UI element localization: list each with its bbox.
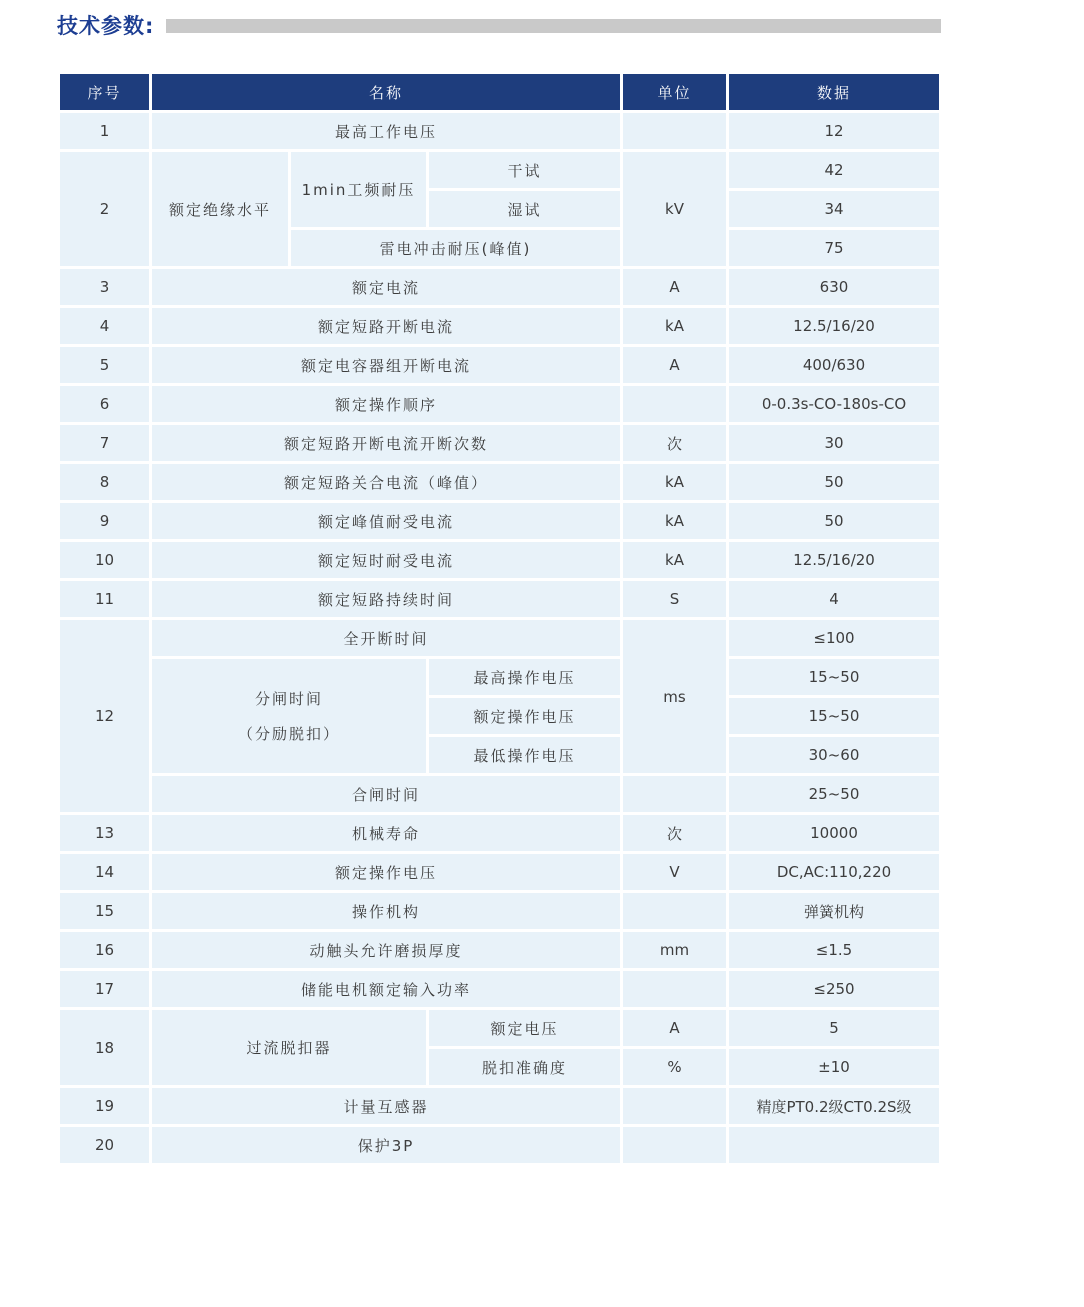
header-cell-data: 数据 (729, 74, 939, 110)
row-15-no-cell: 15 (60, 893, 149, 929)
row-8-name-cell: 额定短路关合电流（峰值） (152, 464, 620, 500)
row-2-right-area (291, 152, 620, 266)
row-18-unit-1-cell: % (623, 1049, 726, 1085)
row-4-unit-cell: kA (623, 308, 726, 344)
row-18-sub-1-cell: 脱扣准确度 (429, 1049, 620, 1085)
row-4-no-cell: 4 (60, 308, 149, 344)
row-16-data-cell: ≤1.5 (729, 932, 939, 968)
row-6-data-cell: 0-0.3s-CO-180s-CO (729, 386, 939, 422)
row-4-data-cell: 12.5/16/20 (729, 308, 939, 344)
row-7-unit-cell: 次 (623, 425, 726, 461)
row-8-no-cell: 8 (60, 464, 149, 500)
row-2-data-stack (729, 152, 939, 266)
row-12-closing-cell: 合闸时间 (152, 776, 620, 812)
row-3-no-cell: 3 (60, 269, 149, 305)
row-18-name-area (152, 1010, 620, 1085)
table-row-10 (60, 542, 939, 578)
row-1-data-cell: 12 (729, 113, 939, 149)
table-row-3 (60, 269, 939, 305)
row-8-data-cell: 50 (729, 464, 939, 500)
row-12-name-area (152, 620, 620, 812)
row-7-name-cell: 额定短路开断电流开断次数 (152, 425, 620, 461)
page-title: 技术参数: (57, 14, 155, 38)
spec-table-body (60, 113, 939, 1163)
row-11-no-cell: 11 (60, 581, 149, 617)
row-16-name-cell: 动触头允许磨损厚度 (152, 932, 620, 968)
header-cell-name: 名称 (152, 74, 620, 110)
row-2-wet-cell: 湿试 (429, 191, 620, 227)
row-1-unit-cell (623, 113, 726, 149)
row-13-name-cell: 机械寿命 (152, 815, 620, 851)
row-12-data-2-cell: 15~50 (729, 698, 939, 734)
row-10-data-cell: 12.5/16/20 (729, 542, 939, 578)
row-12-opening-time-cell (152, 659, 426, 773)
row-12-data-stack (729, 620, 939, 812)
row-14-name-cell: 额定操作电压 (152, 854, 620, 890)
row-12-sub-2-cell: 最低操作电压 (429, 737, 620, 773)
row-12-no-cell: 12 (60, 620, 149, 812)
row-17-no-cell: 17 (60, 971, 149, 1007)
table-row-19 (60, 1088, 939, 1124)
row-6-unit-cell (623, 386, 726, 422)
row-2-dry-wet-stack (429, 152, 620, 227)
row-8-unit-cell: kA (623, 464, 726, 500)
table-row-7 (60, 425, 939, 461)
row-12-data-0-cell: ≤100 (729, 620, 939, 656)
row-19-data-cell: 精度PT0.2级CT0.2S级 (729, 1088, 939, 1124)
row-4-name-cell: 额定短路开断电流 (152, 308, 620, 344)
row-12-sub-0-cell: 最高操作电压 (429, 659, 620, 695)
header-cell-no: 序号 (60, 74, 149, 110)
row-14-unit-cell: V (623, 854, 726, 890)
row-3-unit-cell: A (623, 269, 726, 305)
row-18-sub-stack (429, 1010, 620, 1085)
row-11-data-cell: 4 (729, 581, 939, 617)
row-11-unit-cell: S (623, 581, 726, 617)
row-2-left-cell: 额定绝缘水平 (152, 152, 288, 266)
row-20-no-cell: 20 (60, 1127, 149, 1163)
header-cell-unit: 单位 (623, 74, 726, 110)
row-12-full-open-cell: 全开断时间 (152, 620, 620, 656)
row-18-no-cell: 18 (60, 1010, 149, 1085)
row-2-name-area (152, 152, 620, 266)
table-row-17 (60, 971, 939, 1007)
row-12-opening-line2: （分励脱扣） (237, 725, 340, 743)
table-row-12 (60, 620, 939, 812)
row-9-no-cell: 9 (60, 503, 149, 539)
row-18-data-stack (729, 1010, 939, 1085)
row-19-name-cell: 计量互感器 (152, 1088, 620, 1124)
row-10-name-cell: 额定短时耐受电流 (152, 542, 620, 578)
row-18-data-0-cell: 5 (729, 1010, 939, 1046)
row-20-name-cell: 保护3P (152, 1127, 620, 1163)
row-2-freq-block (291, 152, 620, 227)
row-12-sub-1-cell: 额定操作电压 (429, 698, 620, 734)
row-5-no-cell: 5 (60, 347, 149, 383)
row-17-data-cell: ≤250 (729, 971, 939, 1007)
table-row-11 (60, 581, 939, 617)
row-13-no-cell: 13 (60, 815, 149, 851)
table-row-8 (60, 464, 939, 500)
table-row-5 (60, 347, 939, 383)
row-7-data-cell: 30 (729, 425, 939, 461)
row-13-unit-cell: 次 (623, 815, 726, 851)
row-12-data-3-cell: 30~60 (729, 737, 939, 773)
title-underline-bar (166, 19, 941, 33)
row-18-left-cell: 过流脱扣器 (152, 1010, 426, 1085)
table-row-16 (60, 932, 939, 968)
table-row-2 (60, 152, 939, 266)
row-11-name-cell: 额定短路持续时间 (152, 581, 620, 617)
row-9-unit-cell: kA (623, 503, 726, 539)
row-5-unit-cell: A (623, 347, 726, 383)
row-6-no-cell: 6 (60, 386, 149, 422)
spec-table (60, 74, 939, 1163)
row-3-data-cell: 630 (729, 269, 939, 305)
row-2-no-cell: 2 (60, 152, 149, 266)
row-14-data-cell: DC,AC:110,220 (729, 854, 939, 890)
row-12-opening-line1: 分闸时间 (254, 690, 323, 708)
row-10-unit-cell: kA (623, 542, 726, 578)
row-18-unit-0-cell: A (623, 1010, 726, 1046)
table-row-14 (60, 854, 939, 890)
row-16-unit-cell: mm (623, 932, 726, 968)
row-12-unit-stack (623, 620, 726, 812)
row-18-data-1-cell: ±10 (729, 1049, 939, 1085)
row-9-name-cell: 额定峰值耐受电流 (152, 503, 620, 539)
table-row-6 (60, 386, 939, 422)
row-12-data-4-cell: 25~50 (729, 776, 939, 812)
row-7-no-cell: 7 (60, 425, 149, 461)
row-20-unit-cell (623, 1127, 726, 1163)
row-17-unit-cell (623, 971, 726, 1007)
row-12-unit-empty-cell (623, 776, 726, 812)
table-row-13 (60, 815, 939, 851)
row-19-no-cell: 19 (60, 1088, 149, 1124)
row-5-data-cell: 400/630 (729, 347, 939, 383)
row-14-no-cell: 14 (60, 854, 149, 890)
row-2-dry-cell: 干试 (429, 152, 620, 188)
row-2-mid-cell: 1min工频耐压 (291, 152, 426, 227)
row-12-opening-block (152, 659, 620, 773)
row-15-name-cell: 操作机构 (152, 893, 620, 929)
row-17-name-cell: 储能电机额定输入功率 (152, 971, 620, 1007)
row-18-sub-0-cell: 额定电压 (429, 1010, 620, 1046)
row-2-lightning-cell: 雷电冲击耐压(峰值) (291, 230, 620, 266)
row-2-data-dry-cell: 42 (729, 152, 939, 188)
row-19-unit-cell (623, 1088, 726, 1124)
table-row-18 (60, 1010, 939, 1085)
table-row-4 (60, 308, 939, 344)
row-9-data-cell: 50 (729, 503, 939, 539)
table-row-1 (60, 113, 939, 149)
row-1-name-cell: 最高工作电压 (152, 113, 620, 149)
table-header-row (60, 74, 939, 110)
table-row-9 (60, 503, 939, 539)
row-3-name-cell: 额定电流 (152, 269, 620, 305)
title-row (57, 10, 941, 40)
row-13-data-cell: 10000 (729, 815, 939, 851)
row-20-data-cell (729, 1127, 939, 1163)
row-15-unit-cell (623, 893, 726, 929)
row-5-name-cell: 额定电容器组开断电流 (152, 347, 620, 383)
row-12-voltage-stack (429, 659, 620, 773)
row-12-unit-ms-cell: ms (623, 620, 726, 773)
row-10-no-cell: 10 (60, 542, 149, 578)
row-1-no-cell: 1 (60, 113, 149, 149)
row-2-data-lightning-cell: 75 (729, 230, 939, 266)
row-2-data-wet-cell: 34 (729, 191, 939, 227)
row-16-no-cell: 16 (60, 932, 149, 968)
table-row-15 (60, 893, 939, 929)
row-18-unit-stack (623, 1010, 726, 1085)
table-row-20 (60, 1127, 939, 1163)
row-15-data-cell: 弹簧机构 (729, 893, 939, 929)
row-12-data-1-cell: 15~50 (729, 659, 939, 695)
row-6-name-cell: 额定操作顺序 (152, 386, 620, 422)
row-2-unit-cell: kV (623, 152, 726, 266)
